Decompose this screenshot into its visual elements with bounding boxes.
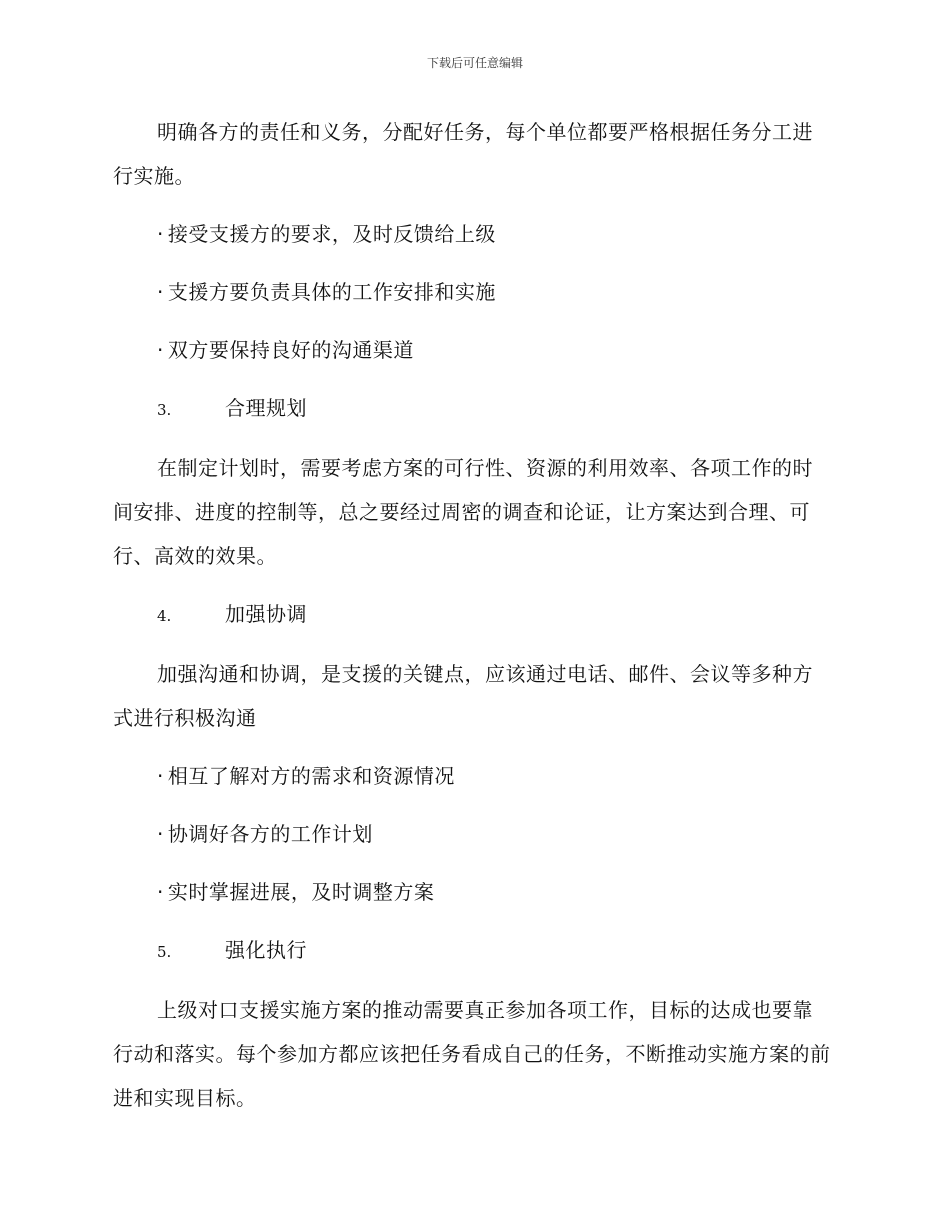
section-number: 5. xyxy=(157,943,172,961)
bullet-dot: · xyxy=(157,822,164,846)
paragraph-execution: 上级对口支援实施方案的推动需要真正参加各项工作，目标的达成也要靠行动和落实。每个参加方都应该把任务看成自己的任务，不断推动实施方案的前进和实现目标。 xyxy=(113,998,831,1110)
bullet-text: 实时掌握进展，及时调整方案 xyxy=(167,880,435,904)
document-body xyxy=(113,110,833,1134)
bullet-text: 接受支援方的要求，及时反馈给上级 xyxy=(167,222,496,246)
bullet-text: 协调好各方的工作计划 xyxy=(167,822,373,846)
bullet-item xyxy=(113,754,833,798)
bullet-dot: · xyxy=(157,880,164,904)
bullet-text: 相互了解对方的需求和资源情况 xyxy=(167,764,455,788)
paragraph-responsibilities: 明确各方的责任和义务，分配好任务，每个单位都要严格根据任务分工进行实施。 xyxy=(113,120,813,188)
section-heading-5 xyxy=(113,928,833,974)
bullet-item xyxy=(113,328,833,372)
section-heading-4 xyxy=(113,592,833,638)
section-title: 强化执行 xyxy=(225,938,307,962)
section-heading-3 xyxy=(113,386,833,432)
bullet-text: 双方要保持良好的沟通渠道 xyxy=(167,338,414,362)
section-title: 合理规划 xyxy=(225,396,307,420)
bullet-item xyxy=(113,812,833,856)
bullet-dot: · xyxy=(157,280,164,304)
bullet-item xyxy=(113,212,833,256)
section-number: 3. xyxy=(157,401,172,419)
bullet-dot: · xyxy=(157,338,164,362)
page-header: 下载后可任意编辑 xyxy=(426,56,523,70)
paragraph-coordination: 加强沟通和协调，是支援的关键点，应该通过电话、邮件、会议等多种方式进行积极沟通 xyxy=(113,662,813,730)
bullet-dot: · xyxy=(157,222,164,246)
section-number: 4. xyxy=(157,607,172,625)
bullet-text: 支援方要负责具体的工作安排和实施 xyxy=(167,280,496,304)
bullet-item xyxy=(113,270,833,314)
paragraph-planning: 在制定计划时，需要考虑方案的可行性、资源的利用效率、各项工作的时间安排、进度的控制等，总之要经过周密的调查和论证，让方案达到合理、可行、高效的效果。 xyxy=(113,456,813,568)
bullet-item xyxy=(113,870,833,914)
section-title: 加强协调 xyxy=(225,602,307,626)
bullet-dot: · xyxy=(157,764,164,788)
